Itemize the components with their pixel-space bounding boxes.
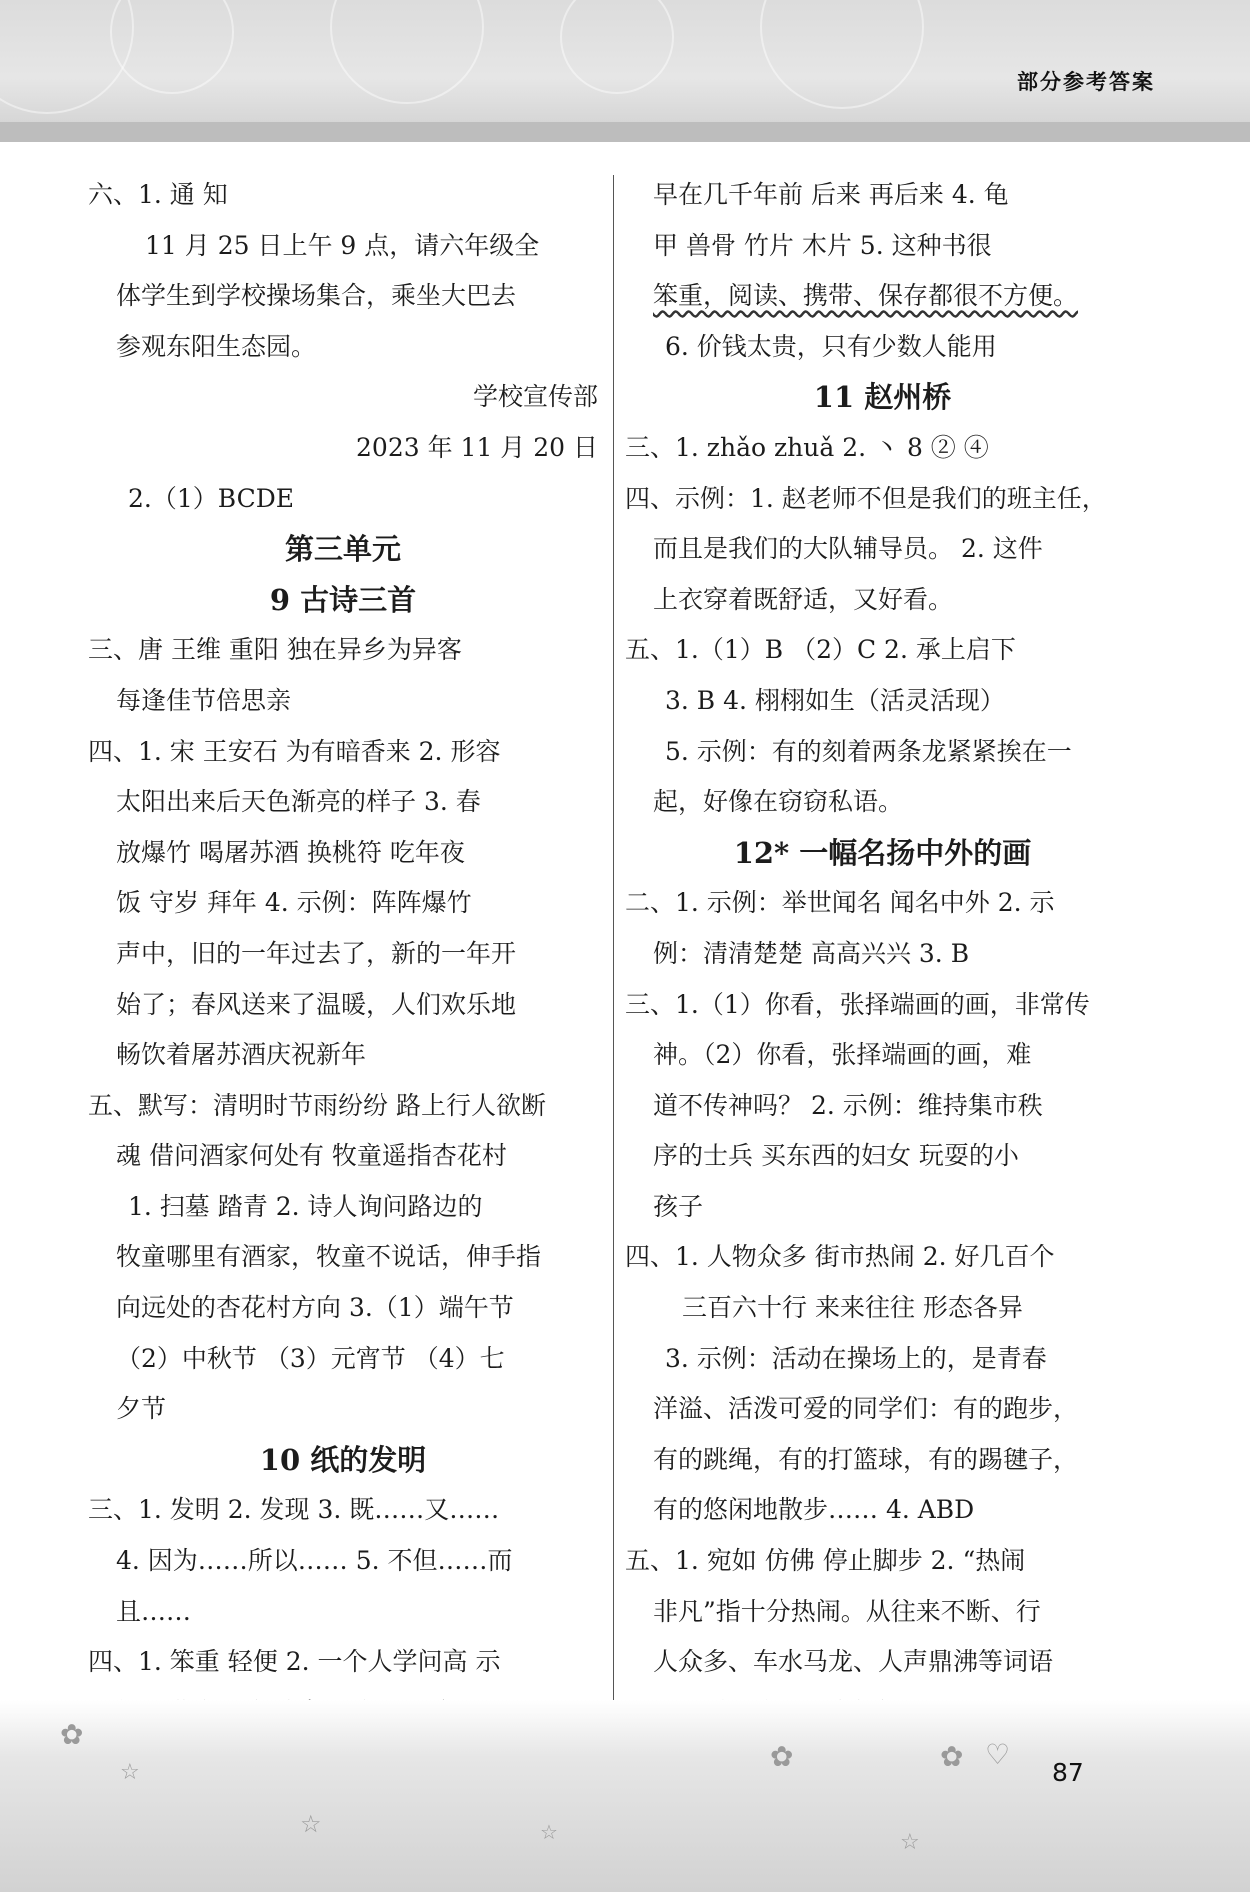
answer-line: 而且是我们的大队辅导员。 2. 这件 [653,534,1043,564]
right-column [625,170,1140,1738]
answer-line: 上衣穿着既舒适，又好看。 [653,584,954,614]
answer-line: 牧童哪里有酒家，牧童不说话，伸手指 [116,1242,542,1272]
header-band [0,122,1250,142]
section-heading: 12* 一幅名扬中外的画 [733,835,1032,870]
column-divider [613,175,614,1700]
page-header [0,0,1250,142]
answer-line: 二、1. 示例：举世闻名 闻名中外 2. 示 [625,888,1055,918]
answer-line: 1. 扫墓 踏青 2. 诗人询问路边的 [128,1191,483,1221]
answer-line: 甲 兽骨 竹片 木片 5. 这种书很 [653,230,992,260]
answer-line: 夕节 [116,1394,167,1424]
answer-line: 三、1.（1）你看，张择端画的画，非常传 [625,989,1090,1019]
answer-line: 三、1. zhǎo zhuǎ 2. 丶 8 ② ④ [625,432,989,462]
answer-line: 2023 年 11 月 20 日 [356,432,598,462]
answer-line: 参观东阳生态园。 [116,331,317,361]
answer-line: 向远处的杏花村方向 3.（1）端午节 [116,1293,514,1323]
answer-line: 学校宣传部 [472,382,598,412]
answer-line: 且…… [116,1596,192,1626]
answer-line: 非凡”指十分热闹。从往来不断、行 [653,1596,1041,1626]
section-heading: 10 纸的发明 [259,1442,427,1477]
star-icon: ✿ [60,1718,84,1751]
answer-line: 太阳出来后天色渐亮的样子 3. 春 [116,787,481,817]
star-icon: ☆ [900,1830,920,1855]
decor-circle [330,0,484,104]
answer-line: 体学生到学校操场集合，乘坐大巴去 [116,281,517,311]
heart-icon: ♡ [985,1738,1011,1771]
answer-line: 三百六十行 来来往往 形态各异 [682,1293,1023,1323]
star-icon: ☆ [300,1810,322,1838]
answer-line: 三、唐 王维 重阳 独在异乡为异客 [88,635,462,665]
decor-circle [560,0,674,94]
answer-line: 畅饮着屠苏酒庆祝新年 [116,1040,367,1070]
star-icon: ✿ [770,1740,794,1773]
answer-line: 有的悠闲地散步…… 4. ABD [653,1495,975,1525]
answer-line: 6. 价钱太贵，只有少数人能用 [665,331,997,361]
answer-line: 例：清清楚楚 高高兴兴 3. B [653,938,970,968]
answer-line: 序的士兵 买东西的妇女 玩耍的小 [653,1141,1019,1171]
answer-line: 神。（2）你看，张择端画的画，难 [653,1040,1032,1070]
section-heading: 第三单元 [284,532,401,567]
answer-line: 3. B 4. 栩栩如生（活灵活现） [665,685,1005,715]
answer-line: 洋溢、活泼可爱的同学们：有的跑步， [653,1394,1079,1424]
answer-line: 早在几千年前 后来 再后来 4. 龟 [653,180,1009,209]
star-icon: ✿ [940,1740,964,1773]
answer-line: 四、1. 笨重 轻便 2. 一个人学问高 示 [88,1647,501,1677]
answer-line: 道不传神吗？ 2. 示例：维持集市秩 [653,1090,1043,1120]
answer-line: 放爆竹 喝屠苏酒 换桃符 吃年夜 [116,837,465,867]
section-heading: 11 赵州桥 [813,380,952,415]
answer-line: 起，好像在窃窃私语。 [653,787,904,817]
answer-line: 五、1. 宛如 仿佛 停止脚步 2. “热闹 [625,1546,1026,1576]
answer-line: 四、1. 宋 王安石 为有暗香来 2. 形容 [88,736,501,766]
answer-line: 11 月 25 日上午 9 点，请六年级全 [145,230,540,260]
answer-line: 六、1. 通 知 [88,180,228,209]
answer-line: 有的跳绳，有的打篮球，有的踢毽子， [653,1444,1079,1474]
answer-line: 三、1. 发明 2. 发现 3. 既……又…… [88,1495,500,1525]
page-footer [0,1700,1250,1892]
star-icon: ☆ [120,1760,140,1785]
answer-line: 五、1.（1）B （2）C 2. 承上启下 [625,635,1016,665]
answer-line: 孩子 [653,1191,704,1221]
answer-line: 四、1. 人物众多 街市热闹 2. 好几百个 [625,1242,1055,1272]
answer-line: 4. 因为……所以…… 5. 不但……而 [116,1546,513,1576]
answer-line: 人众多、车水马龙、人声鼎沸等词语 [653,1647,1054,1677]
answer-line: 2.（1）BCDE [128,483,295,513]
answer-line: 声中，旧的一年过去了，新的一年开 [116,938,517,968]
star-icon: ☆ [540,1820,558,1844]
answer-line: 魂 借问酒家何处有 牧童遥指杏花村 [116,1141,507,1171]
left-column [88,170,598,1738]
decor-circle [760,0,924,109]
answer-line: 5. 示例：有的刻着两条龙紧紧挨在一 [665,736,1072,766]
answer-line: 五、默写：清明时节雨纷纷 路上行人欲断 [88,1090,546,1120]
header-title: 部分参考答案 [1017,70,1155,94]
page-number: 87 [1052,1758,1084,1787]
answer-line: 笨重，阅读、携带、保存都很不方便。 [653,281,1079,311]
answer-line: 3. 示例：活动在操场上的，是青春 [665,1343,1047,1373]
answer-line: （2）中秋节 （3）元宵节 （4）七 [116,1343,505,1373]
answer-line: 始了；春风送来了温暖，人们欢乐地 [116,989,517,1019]
answer-line: 每逢佳节倍思亲 [116,685,292,715]
answer-line: 饭 守岁 拜年 4. 示例：阵阵爆竹 [116,888,472,918]
decor-circle [110,0,234,94]
answer-line: 四、示例：1. 赵老师不但是我们的班主任， [625,483,1107,513]
section-heading: 9 古诗三首 [269,582,417,617]
